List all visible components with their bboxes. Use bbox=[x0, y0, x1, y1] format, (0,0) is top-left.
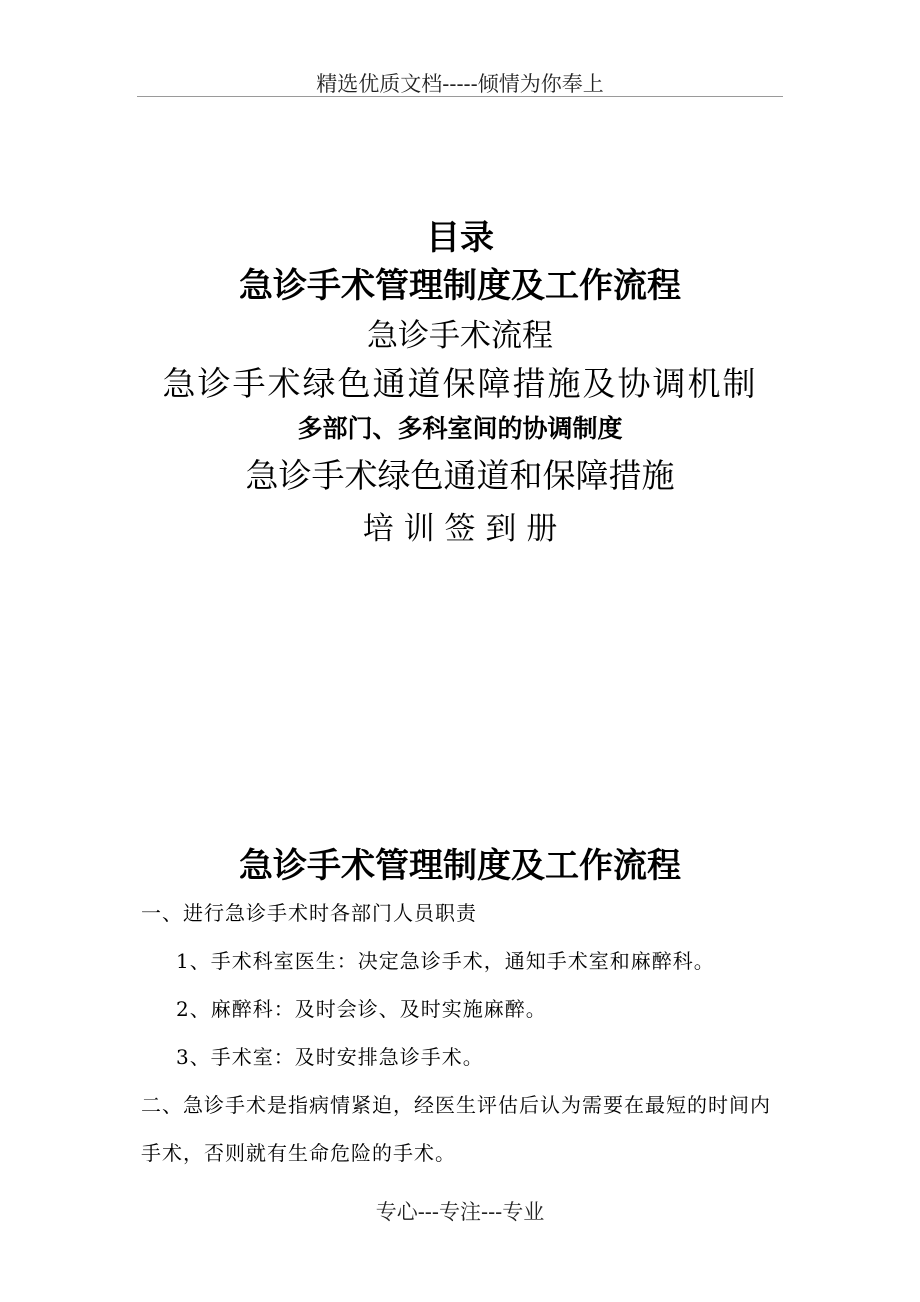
page-footer: 专心---专注---专业 bbox=[375, 1200, 545, 1224]
paragraph-duty-anesthesia: 2、麻醉科：及时会诊、及时实施麻醉。 bbox=[176, 997, 547, 1021]
paragraph-duty-operating-room: 3、手术室：及时安排急诊手术。 bbox=[176, 1045, 484, 1069]
toc-item-training-signin: 培 训 签 到 册 bbox=[362, 511, 558, 547]
toc-title: 目录 bbox=[426, 218, 494, 258]
toc-item-green-channel-coordination: 急诊手术绿色通道保障措施及协调机制 bbox=[162, 364, 758, 403]
paragraph-duties-heading: 一、进行急诊手术时各部门人员职责 bbox=[141, 901, 477, 925]
toc-item-management-system: 急诊手术管理制度及工作流程 bbox=[239, 266, 681, 306]
toc-item-green-channel-measures: 急诊手术绿色通道和保障措施 bbox=[245, 456, 675, 495]
paragraph-duty-surgeon: 1、手术科室医生：决定急诊手术，通知手术室和麻醉科。 bbox=[176, 949, 715, 973]
toc-item-multi-department-coordination: 多部门、多科室间的协调制度 bbox=[297, 414, 623, 443]
paragraph-definition-line1: 二、急诊手术是指病情紧迫，经医生评估后认为需要在最短的时间内 bbox=[141, 1093, 771, 1117]
paragraph-definition-line2: 手术，否则就有生命危险的手术。 bbox=[141, 1141, 456, 1165]
toc-item-surgery-process: 急诊手术流程 bbox=[367, 318, 553, 354]
header-divider bbox=[137, 96, 783, 97]
section-heading: 急诊手术管理制度及工作流程 bbox=[239, 846, 681, 886]
header-text: 精选优质文档-----倾情为你奉上 bbox=[316, 72, 604, 96]
